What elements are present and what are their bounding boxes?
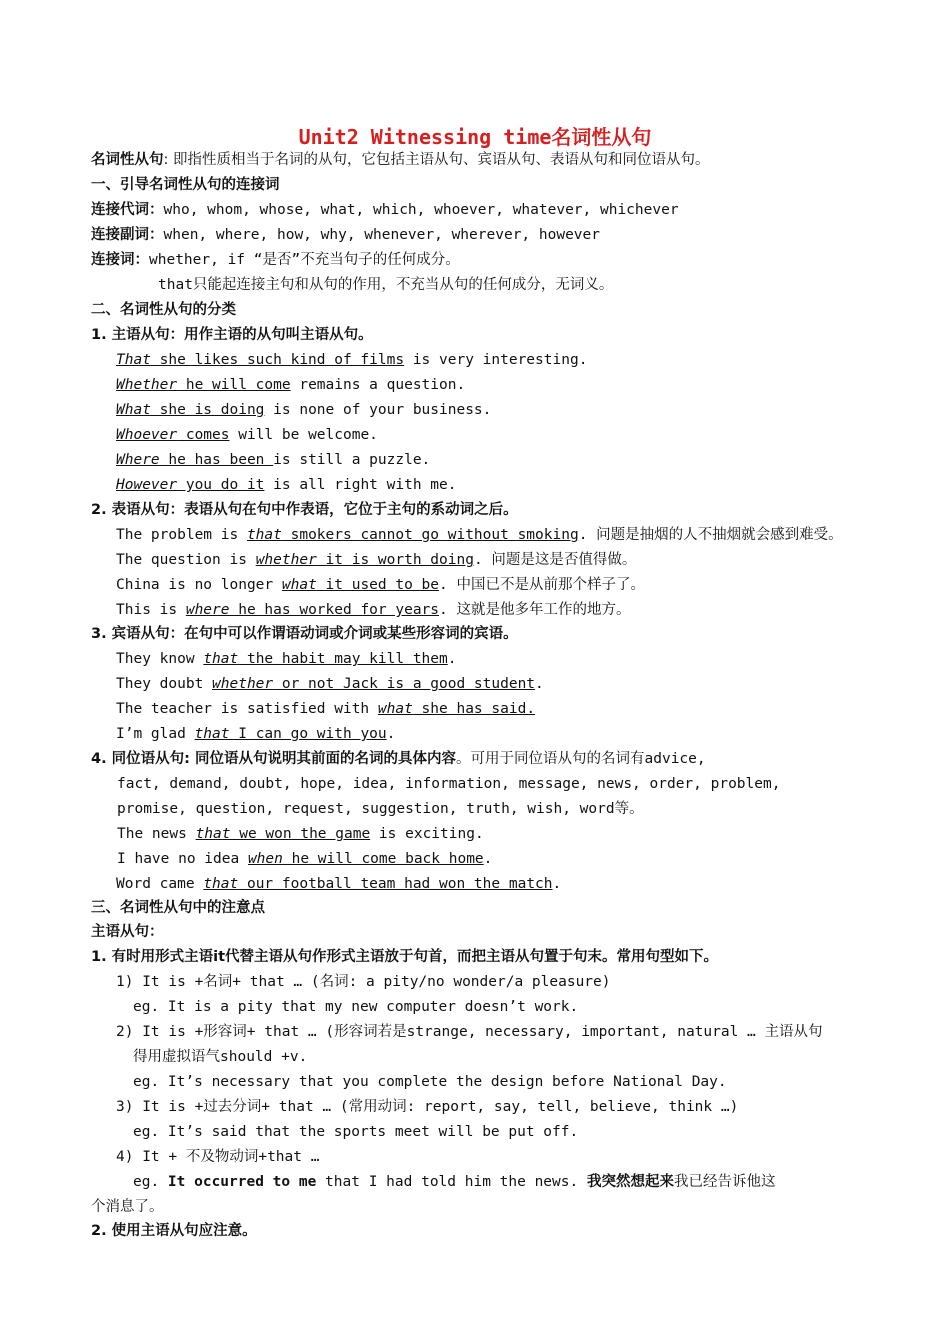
- that-note: that只能起连接主句和从句的作用，不充当从句的任何成分，无词义。: [158, 277, 614, 293]
- section3-heading: 三、名词性从句中的注意点: [91, 900, 265, 916]
- example-line: However you do it is all right with me.: [116, 477, 457, 493]
- pattern-example-cont: 个消息了。: [91, 1199, 164, 1215]
- example-line: The news that we won the game is exciting.: [117, 826, 484, 842]
- pattern-line-cont: 得用虚拟语气should +v.: [133, 1049, 308, 1065]
- appositive-heading: 4. 同位语从句: 同位语从句说明其前面的名词的具体内容。可用于同位语从句的名词有advice,: [91, 751, 706, 767]
- pattern-line: 3) It is +过去分词+ that … (常用动词: report, say, tell, believe, think …): [116, 1099, 739, 1115]
- definition-text: : 即指性质相当于名词的从句，它包括主语从句、宾语从句、表语从句和同位语从句。: [163, 152, 710, 168]
- pattern-line: 1) It is +名词+ that … (名词: a pity/no wonder/a pleasure): [116, 974, 611, 990]
- example-line: China is no longer what it used to be. 中国已不是从前那个样子了。: [116, 577, 645, 593]
- example-line: That she likes such kind of films is very interesting.: [116, 352, 588, 368]
- example-line: The question is whether it is worth doing. 问题是这是否值得做。: [116, 552, 637, 568]
- pronouns-line: 连接代词：who, whom, whose, what, which, whoever, whatever, whichever: [91, 202, 679, 218]
- subject-heading: 1. 主语从句：用作主语的从句叫主语从句。: [91, 327, 373, 343]
- example-line: I’m glad that I can go with you.: [116, 726, 396, 742]
- section3-subheading: 主语从句：: [91, 924, 164, 940]
- appositive-nouns-line: promise, question, request, suggestion, truth, wish, word等。: [117, 801, 644, 817]
- example-line: The teacher is satisfied with what she has said.: [116, 701, 536, 717]
- example-line: They know that the habit may kill them.: [116, 651, 457, 667]
- section1-heading: 一、引导名词性从句的连接词: [91, 177, 280, 193]
- page-title: Unit2 Witnessing time名词性从句: [298, 125, 652, 149]
- adverbs-line: 连接副词：when, where, how, why, whenever, wherever, however: [91, 227, 600, 243]
- predicative-heading: 2. 表语从句：表语从句在句中作表语，它位于主句的系动词之后。: [91, 502, 518, 518]
- example-line: The problem is that smokers cannot go without smoking. 问题是抽烟的人不抽烟就会感到难受。: [116, 527, 843, 543]
- example-line: They doubt whether or not Jack is a good student.: [116, 676, 544, 692]
- point1-heading: 1. 有时用形式主语it代替主语从句作形式主语放于句首，而把主语从句置于句末。常用句型如下。: [91, 949, 719, 965]
- section2-heading: 二、名词性从句的分类: [91, 302, 236, 318]
- example-line: Whoever comes will be welcome.: [116, 427, 378, 443]
- example-line: Whether he will come remains a question.: [116, 377, 466, 393]
- point2-heading: 2. 使用主语从句应注意。: [91, 1223, 257, 1239]
- pattern-line: 4) It + 不及物动词+that …: [116, 1149, 320, 1165]
- example-line: I have no idea when he will come back home.: [117, 851, 493, 867]
- example-line: Word came that our football team had won the match.: [116, 876, 562, 892]
- appositive-nouns-line: fact, demand, doubt, hope, idea, information, message, news, order, problem,: [117, 776, 781, 792]
- pattern-example: eg. It occurred to me that I had told him the news. 我突然想起来我已经告诉他这: [133, 1174, 776, 1190]
- object-heading: 3. 宾语从句：在句中可以作谓语动词或介词或某些形容词的宾语。: [91, 626, 518, 642]
- pattern-example: eg. It’s said that the sports meet will be put off.: [133, 1124, 579, 1140]
- pattern-example: eg. It’s necessary that you complete the design before National Day.: [133, 1074, 727, 1090]
- definition-line: [91, 149, 710, 171]
- example-line: What she is doing is none of your business.: [116, 402, 492, 418]
- example-line: Where he has been is still a puzzle.: [116, 452, 431, 468]
- definition-label: 名词性从句: [91, 152, 164, 168]
- pattern-example: eg. It is a pity that my new computer doesn’t work.: [133, 999, 579, 1015]
- conj-line: 连接词：whether, if “是否”不充当句子的任何成分。: [91, 252, 460, 268]
- pattern-line: 2) It is +形容词+ that … (形容词若是strange, necessary, important, natural … 主语从句: [116, 1024, 823, 1040]
- example-line: This is where he has worked for years. 这就是他多年工作的地方。: [116, 602, 631, 618]
